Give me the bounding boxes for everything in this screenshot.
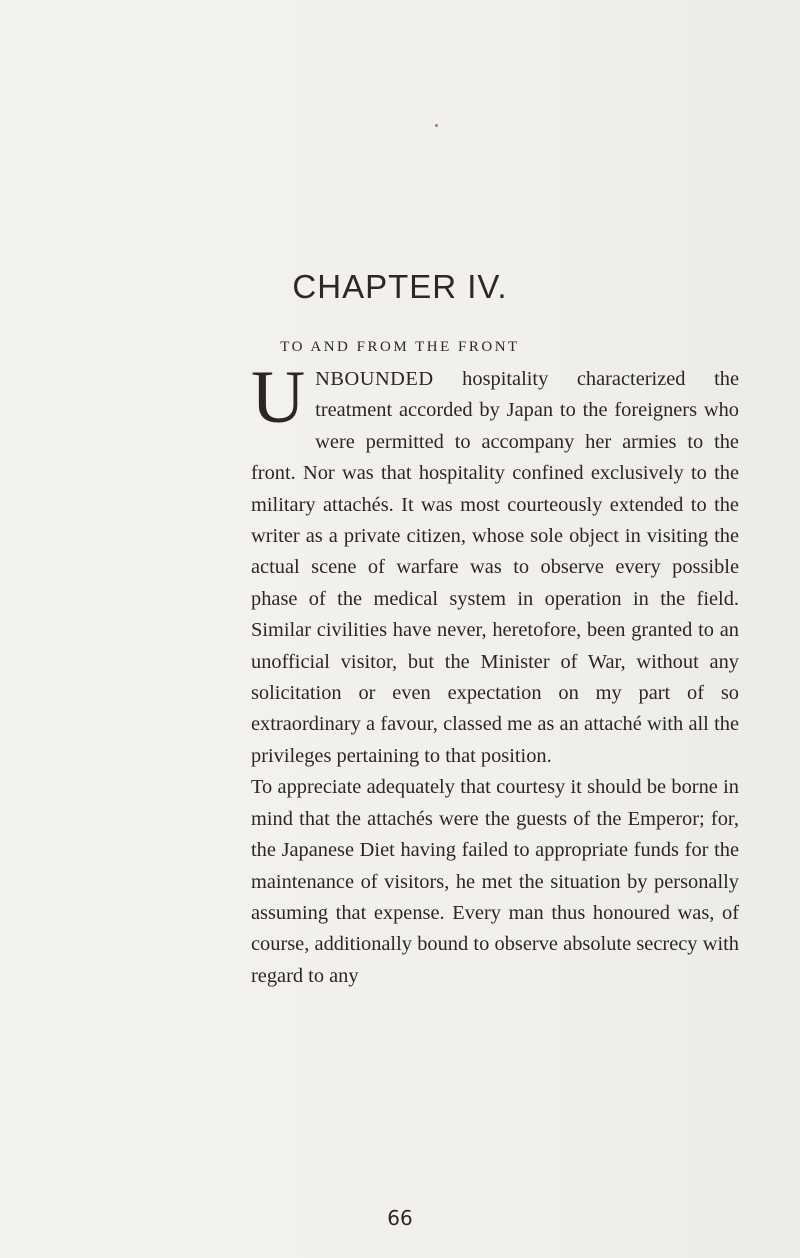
- chapter-subtitle: TO AND FROM THE FRONT: [280, 339, 520, 355]
- paragraph-2: To appreciate adequately that courtesy it should be borne in mind that the attachés were the guests of the Emperor; for, the Japanese Diet having failed to appropriate funds for the maintenance of visitors, he met the situation by personally assuming that expense. Every man thus honoured was, of course, additionally bound to observe absolute secrecy with regard to any: [251, 776, 739, 987]
- paragraph-1: [251, 356, 739, 772]
- body-text: [251, 356, 739, 992]
- first-word: NBOUNDED: [315, 368, 434, 390]
- drop-cap: U: [251, 356, 306, 439]
- paper-speck: [435, 124, 438, 127]
- chapter-title: CHAPTER IV.: [292, 268, 508, 305]
- page-number: 66: [387, 1206, 413, 1230]
- paragraph-1-text: hospitality characterized the treatment accorded by Japan to the foreigners who were permitted to accompany her armies to the front. Nor was that hospitality confined exclusively to the military attachés. It was most courteously extended to the writer as a private citizen, whose sole object in visiting the actual scene of warfare was to observe every possible phase of the medical system in operation in the field. Similar civilities have never, heretofore, been granted to an unofficial visitor, but the Minister of War, without any solicitation or even expectation on my part of so extraordinary a favour, classed me as an attaché with all the privileges pertaining to that position.: [251, 368, 739, 767]
